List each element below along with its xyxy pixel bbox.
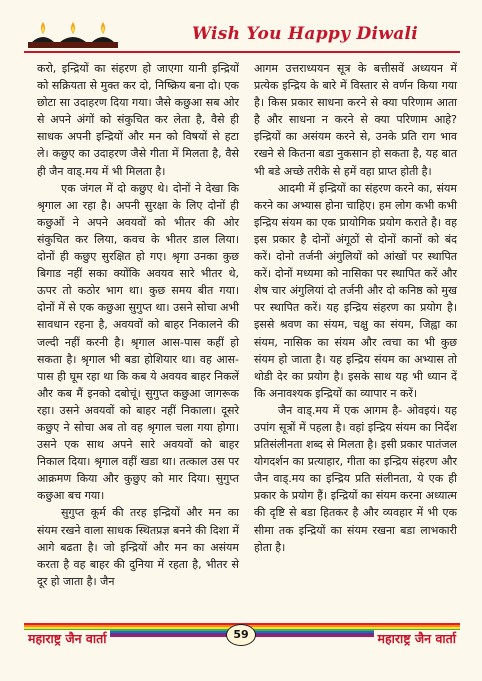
paragraph: आदमी में इन्द्रियों का संहरण करने का, संयम करने का अभ्यास होना चाहिए। हम लोग कभी कभी इन्द्रिय संयम का एक प्रायोगिक प्रयोग कराते है। वह इस प्रकार है दोनों अंगूठों से दोनों कानों को बंद करें। दोनो तर्जनी अंगुलियों को आंखों पर स्थापित करें। दोनों मध्यमा को नासिका पर स्थापित करें और शेष चार अंगुलियां दो तर्जनी और दो कनिष्ठ को मुख पर स्थापित करें। यह इन्द्रिय संहरण का प्रयोग है। इससे श्रवण का संयम, चक्षु का संयम, जिह्वा का संयम, नासिक का संयम और त्वचा का भी कुछ संयम हो जाता है। यह इन्द्रिय संयम का अभ्यास तो थोडी देर का प्रयोग है। इसके साथ यह भी ध्यान दें कि अनावश्यक इन्द्रियों का व्यापार न करें। (254, 181, 457, 400)
left-column (37, 60, 239, 590)
paragraph: सुगुप्त कूर्म की तरह इन्द्रियों और मन का संयम रखने वाला साधक स्थितप्रज्ञ बनने की दिशा में आगे बढता है। जो इन्द्रियों और मन का असंयम करता है वह बाहर की दुनिया में रहता है, भीतर से दूर हो जाता है। जैन (37, 506, 239, 588)
paragraph: जैन वाड्.मय में एक आगम है- ओवइयं। यह उपांग सूत्रों में पहला है। वहां इन्द्रिय संयम का निर्देश प्रतिसंलीनता शब्द से मिलता है। इसी प्रकार पातंजल योगदर्शन का प्रत्याहार, गीता का इन्द्रिय संहरण और जैन वाड्.मय का इन्द्रिय प्रति संलीनता, ये एक ही प्रकार के प्रयोग हैं। इन्द्रियों का संयम करना अध्यात्म की दृष्टि से बडा हितकर है और व्यवहार में भी एक सीमा तक इन्द्रियों का संयम रखना बडा लाभकारी होता है। (254, 403, 457, 554)
paragraph: एक जंगल में दो कछुए थे। दोनों ने देखा कि श्रृगाल आ रहा है। अपनी सुरक्षा के लिए दोनों ही कछुओं ने अपने अवयवों को भीतर की ओर संकुचित कर लिया, कवच के भीतर डाल लिया। दोनों ही कछुए सुरक्षित हो गए। श्रृगा उनका कुछ बिगाड नहीं सका क्योंकि अवयव सारे भीतर थे, ऊपर तो कठोर भाग था। कुछ समय बीत गया। दोनों में से एक कछुआ सुगुप्त था। उसने सोचा अभी सावधान रहना है, अवयवों को बाहर निकालने की जल्दी नहीं करनी है। श्रृगाल आस-पास कहीं हो सकता है। श्रृगाल भी बडा होशियार था। वह आस-पास ही घूम रहा था कि कब ये अवयव बाहर निकलें और कब मैं इनको दबोचूं। सुगुप्त कछुआ जागरूक रहा। उसने अवयवों को बाहर नहीं निकाला। दूसरे कछुए ने सोचा अब तो वह श्रृगाल चला गया होगा। उसने एक साथ अपने सारे अवयवों को बाहर निकाल दिया। श्रृगाल वहीं खडा था। तत्काल उस पर आक्रमण किया और कुछुए को मार दिया। सुगुप्त कछुआ बच गया। (37, 181, 239, 503)
page-number: 59 (226, 624, 256, 646)
header-divider (24, 51, 460, 53)
paragraph: करो, इन्द्रियों का संहरण हो जाएगा यानी इन्द्रियों को सक्रियता से मुक्त कर दो, निष्क्रिय बना दो। एक छोटा सा उदाहरण दिया गया। जैसे कछुआ सब ओर से अपने अंगों को संकुचित कर लेता है, वैसे ही साधक अपनी इन्द्रियों और मन को विषयों से हटा ले। कछुए का उदाहरण जैसे गीता में मिलता है, वैसे ही जैन वाड्.मय में भी मिलता है। (37, 62, 239, 178)
paragraph: आगम उत्तराध्ययन सूत्र के बत्तीसवें अध्ययन में प्रत्येक इन्द्रिय के बारे में विस्तार से वर्णन किया गया है। किस प्रकार साधना करने से क्या परिणाम आता है और साधना न करने से क्या परिणाम आहे? इन्द्रियों का असंयम करने से, उनके प्रति राग भाव रखने से कितना बडा नुकसान हो सकता है, यह बात भी बडे अच्छे तरीके से हमें वहा प्राप्त होती है। (254, 62, 457, 178)
header-title: Wish You Happy Diwali (191, 24, 419, 44)
right-column (254, 60, 457, 556)
page-header (0, 0, 482, 58)
diya-lamps-icon (28, 20, 118, 48)
footer-publication-left: महाराष्ट्र जैन वार्ता (24, 630, 110, 647)
footer-publication-right: महाराष्ट्र जैन वार्ता (374, 630, 460, 647)
